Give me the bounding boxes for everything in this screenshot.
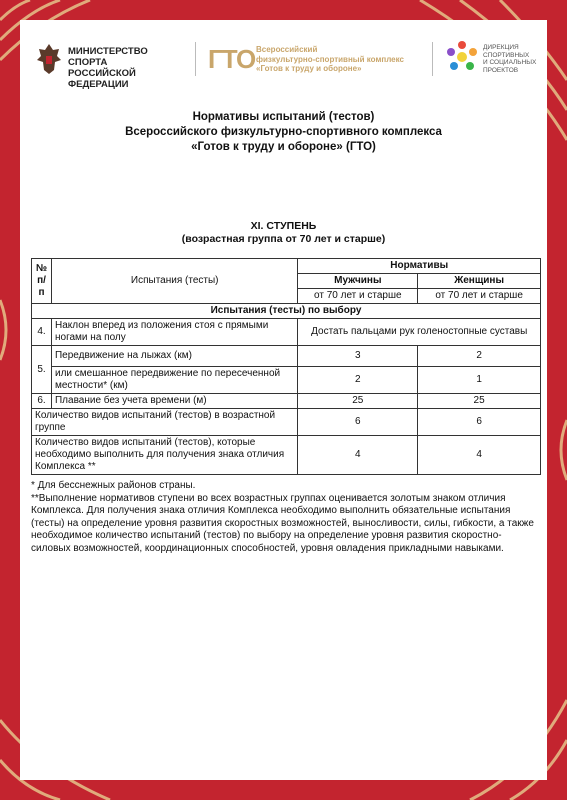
table-row (32, 319, 541, 346)
row-women: 2 (418, 346, 541, 367)
row-women: 4 (418, 436, 541, 475)
row-num: 5. (32, 346, 52, 394)
norms-table (31, 258, 541, 475)
table-row (32, 346, 541, 367)
ministry-line-1: МИНИСТЕРСТВО СПОРТА (68, 46, 148, 68)
directorate-line-1: ДИРЕКЦИЯ (483, 44, 519, 51)
title-line-2: Всероссийского физкультурно-спортивного комплекса (125, 126, 442, 138)
ministry-logo (36, 42, 186, 90)
header-men: Мужчины (298, 274, 418, 289)
eagle-emblem-icon (36, 42, 62, 76)
gto-logo (208, 44, 423, 78)
stage-age-group: (возрастная группа от 70 лет и старше) (181, 233, 386, 245)
header-norms: Нормативы (298, 259, 541, 274)
row-test: Количество видов испытаний (тестов) в возрастной группе (32, 409, 298, 436)
header-women: Женщины (418, 274, 541, 289)
document-sheet (20, 20, 547, 780)
gto-caption-line-3: «Готов к труду и обороне» (256, 64, 362, 73)
ministry-line-2: РОССИЙСКОЙ ФЕДЕРАЦИИ (68, 68, 136, 90)
row-num: 4. (32, 319, 52, 346)
directorate-name (483, 44, 536, 74)
row-men: 6 (298, 409, 418, 436)
table-section-row (32, 304, 541, 319)
directorate-line-4: ПРОЕКТОВ (483, 66, 519, 74)
header-women-age: от 70 лет и старше (418, 289, 541, 304)
row-men: 3 (298, 346, 418, 367)
row-men: 2 (298, 367, 418, 394)
table-header-row (32, 259, 541, 274)
header-divider (195, 42, 196, 76)
row-num: 6. (32, 394, 52, 409)
row-test: Плавание без учета времени (м) (51, 394, 297, 409)
row-men: 4 (298, 436, 418, 475)
header (20, 20, 547, 100)
row-merged-value: Достать пальцами рук голеностопные суставы (298, 319, 541, 346)
title-line-1: Нормативы испытаний (тестов) (192, 111, 375, 123)
footnote-1: * Для бесснежных районов страны. (31, 480, 196, 491)
title-line-3: «Готов к труду и обороне» (ГТО) (191, 141, 376, 153)
ministry-name (68, 46, 186, 90)
colorful-star-icon (445, 40, 479, 74)
section-title: Испытания (тесты) по выбору (32, 304, 541, 319)
directorate-logo (445, 40, 545, 80)
row-test: Наклон вперед из положения стоя с прямыми ногами на полу (51, 319, 297, 346)
row-test: Количество видов испытаний (тестов), которые необходимо выполнить для получения знака отличия Комплекса ** (32, 436, 298, 475)
footnotes (31, 480, 541, 555)
gto-caption-line-1: Всероссийский (256, 45, 318, 54)
table-row (32, 409, 541, 436)
stage-heading (20, 220, 547, 246)
gto-caption (256, 45, 404, 74)
footnote-2: **Выполнение нормативов ступени во всех возрастных группах оценивается золотым знаком отличия Комплекса. Для получения знака отличия Комплекса необходимо выполнить обязательные испытания (тесты) на определение уровня развития скоростных возможностей, выносливости, силы, гибкости, а также необходимое количество испытаний (тестов) по выбору на определение уровня развития скоростно-силовых возможностей, координационных способностей, уровня овладения прикладными навыками. (31, 492, 534, 554)
header-men-age: от 70 лет и старше (298, 289, 418, 304)
row-women: 1 (418, 367, 541, 394)
header-num: № п/п (32, 259, 52, 304)
row-women: 25 (418, 394, 541, 409)
gto-mark: ГТО (208, 44, 256, 74)
table-row (32, 367, 541, 394)
header-test: Испытания (тесты) (51, 259, 297, 304)
row-test: или смешанное передвижение по пересеченной местности* (км) (51, 367, 297, 394)
document-title (20, 110, 547, 155)
row-men: 25 (298, 394, 418, 409)
row-women: 6 (418, 409, 541, 436)
directorate-line-3: И СОЦИАЛЬНЫХ (483, 59, 537, 66)
row-test: Передвижение на лыжах (км) (51, 346, 297, 367)
stage-name: XI. СТУПЕНЬ (250, 220, 317, 232)
header-divider (432, 42, 433, 76)
directorate-line-2: СПОРТИВНЫХ (483, 51, 530, 59)
table-row (32, 436, 541, 475)
gto-caption-line-2: физкультурно-спортивный комплекс (256, 54, 404, 64)
table-row (32, 394, 541, 409)
